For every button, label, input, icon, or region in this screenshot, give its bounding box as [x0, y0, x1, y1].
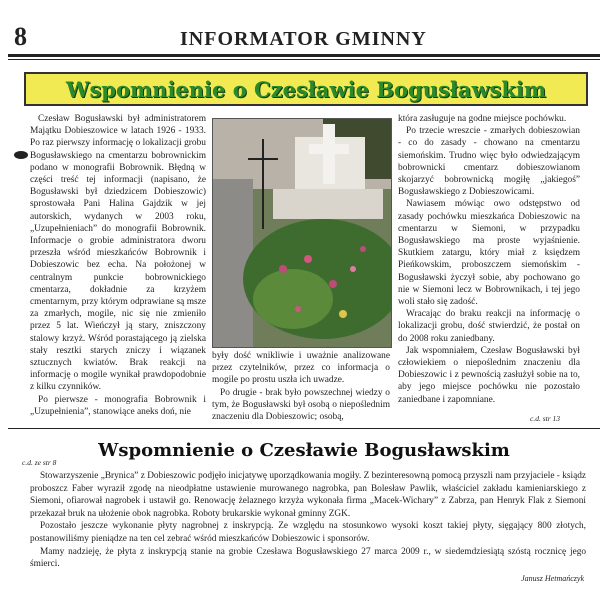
paragraph: Wracając do braku reakcji na informację o lokalizacji grobu, dość stwierdzić, że postał on do 2008 roku zaniedbany.: [398, 309, 580, 344]
section-divider: [8, 428, 600, 429]
paragraph: Czesław Bogusławski był administratorem Majątku Dobieszowice w latach 1926 - 1933. Po raz pierwszy informację o lokalizacji grobu Bogusławskiego na cmentarzu bobrownickim podano w monografii Bobrownik. Błędną w części treść tej informacji (napisano, że Bogusławski był dziedzicem Dobieszowic) sprostowała Pani Halina Gajdzik w jej autorskich, wydanych w 2003 roku, „Uzupełnieniach” do monografii Bobrownik. Informacje o grobie administratora dworu przeszła wśród mieszkańców Bobrownik i Dobieszowic bez echa. Na położonej w centralnym punkcie bobrownickiego cmentarza, dokładnie za krzyżem cmentarnym, przy którym odprawiane są msze za zmarłych, mogile, nic się nie zmieniło przez 5 lat. Wieńczył ją stary, zniszczony stalowy krzyż. Wśród porastającego ją zielska stały resztki starych zniczy i wiązanek sztucznych kwiatów. Brak reakcji na informację o mogile wynikał prawdopodobnie z kilku czynników.: [30, 114, 206, 393]
paragraph: Pozostało jeszcze wykonanie płyty nagrobnej z inskrypcją. Ze względu na stosunkowo wysoki koszt takiej płyty, sięgający 800 złotych, postanowiliśmy pieniądze na ten cel zebrać wśród mieszkańców Dobieszowic i sponsorów.: [30, 521, 586, 544]
paragraph: Nawiasem mówiąc owo odstępstwo od zasady pochówku mieszkańca Dobieszowic na cmentarzu w Siemoni, w przypadku Bogusławskiego ma proste wyjaśnienie. Skutkiem zatargu, który miał z księdzem Pieńkowskim, proboszczem siemońskim - Bogusławski życzył sobie, aby pochowano go nie w Siemoni lecz w Bobrownikach, i tej jego woli stało się zadość.: [398, 199, 580, 308]
page-number: 8: [14, 22, 27, 51]
paragraph: Po drugie - brak było powszechnej wiedzy o tym, że Bogusławski był osobą o niepoślednim znaczeniu dla Dobieszowic; osobą,: [212, 387, 390, 423]
paragraph: która zasługuje na godne miejsce pochówku.: [398, 114, 567, 124]
masthead-rule: [8, 54, 600, 57]
masthead: INFORMATOR GMINNY: [180, 28, 427, 50]
paragraph: Jak wspomniałem, Czesław Bogusławski był człowiekiem o niepoślednim znaczeniu dla Dobieszowic i z pewnością zasłużył sobie na to, aby jego miejsce pochówku nie pozostało zaniedbane i zapomniane.: [398, 345, 580, 405]
paragraph: Po pierwsze - monografia Bobrownik i „Uzupełnienia”, stanowiące aneks doń, nie: [30, 394, 206, 417]
grave-photo: [212, 118, 392, 348]
section-title: Wspomnienie o Czesławie Bogusławskim: [98, 440, 510, 461]
ink-spot: [14, 151, 28, 159]
text-column-3: [398, 113, 580, 413]
article-title-banner: [24, 72, 588, 106]
paragraph: Mamy nadzieję, że płyta z inskrypcją stanie na grobie Czesława Bogusławskiego 27 marca 2009 r., w siedemdziesiątą szóstą rocznicę jego śmierci.: [30, 546, 586, 570]
bottom-article: [30, 470, 586, 571]
author-signature: Janusz Hetmańczyk: [521, 574, 584, 583]
continued-from-note: c.d. ze str 8: [22, 458, 57, 467]
text-column-1: [30, 113, 206, 431]
continued-note: c.d. str 13: [530, 414, 560, 423]
article-title: Wspomnienie o Czesławie Bogusławskim: [65, 76, 547, 102]
paragraph: Po trzecie wreszcie - zmarłych dobieszowian - co do zasady - chowano na cmentarzu siemońskim. Trudno więc było odwiedzającym bobrownicki cmentarz dobieszowianom skojarzyć bobrownicką mogiłę „jakiegoś” Bogusławskiego z Dobieszowicami.: [398, 126, 580, 198]
paragraph: były dość wnikliwie i uważnie analizowane przez czytelników, przez co informacja o mogile po prostu uszła ich uwadze.: [212, 351, 390, 386]
masthead-rule-thin: [8, 59, 600, 60]
paragraph: Stowarzyszenie „Brynica” z Dobieszowic podjęło inicjatywę uporządkowania mogiły. Z bezinteresowną pomocą przyszli nam przyjaciele - ksiądz proboszcz Faber wyraził zgodę na nieodpłatne ustawienie murowanego nagrobka, pan Bolesław Pawlik, właściciel zakładu kamieniarskiego z Siemoni, ofiarował nagrobek i ustawił go. Renowację żelaznego krzyża wykonała firma „Macek-Wichary” z Zabrza, pan Henryk Flak z Siemoni przekazał bruk na ułożenie obok nagrobka. Roboty brukarskie wykonał gminny ZGK.: [30, 471, 586, 519]
text-column-2: [212, 350, 390, 432]
